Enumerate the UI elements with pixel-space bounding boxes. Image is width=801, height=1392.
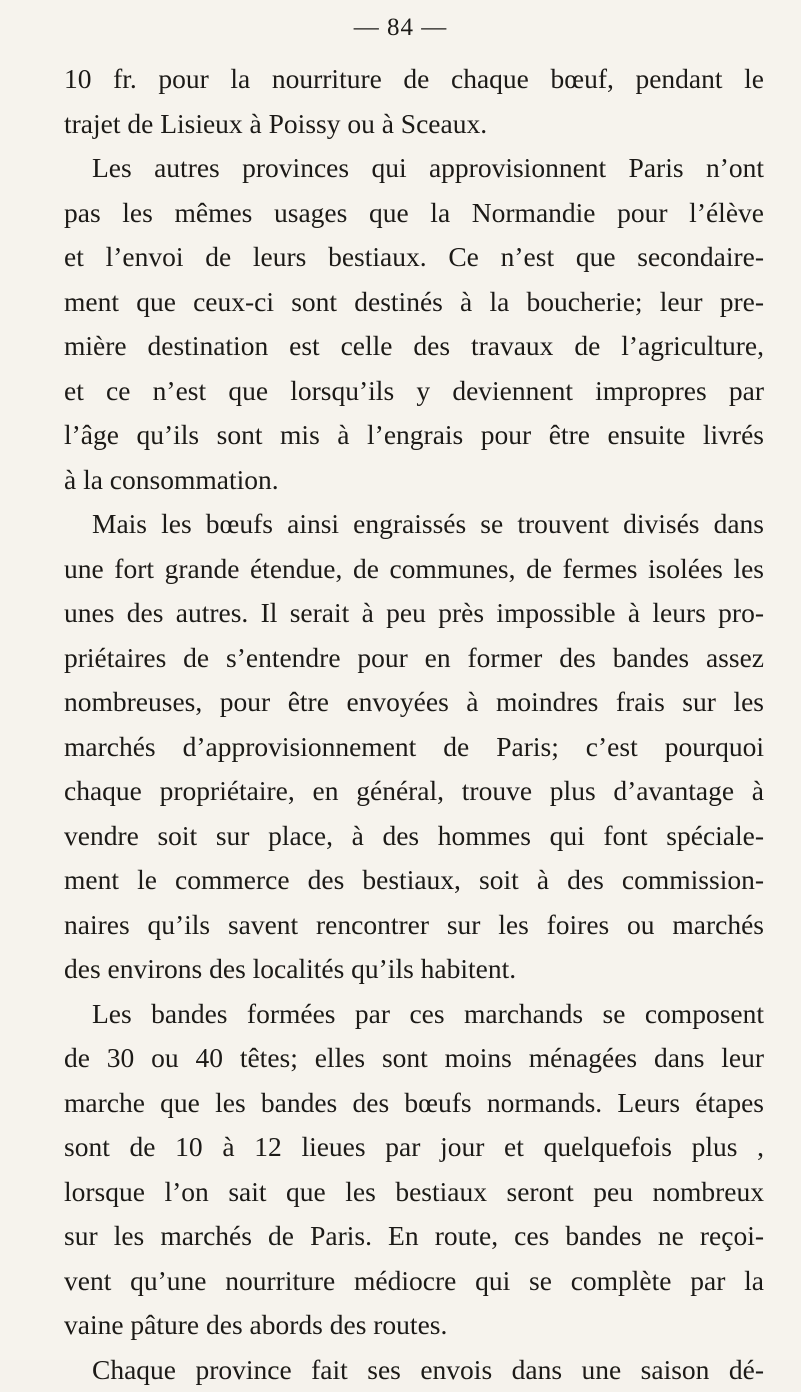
text-line: Les autres provinces qui approvisionnent Paris n’ont: [64, 146, 764, 191]
text-line: vent qu’une nourriture médiocre qui se complète par la: [64, 1259, 764, 1304]
text-line: sont de 10 à 12 lieues par jour et quelquefois plus ,: [64, 1125, 764, 1170]
text-line: de 30 ou 40 têtes; elles sont moins ménagées dans leur: [64, 1036, 764, 1081]
text-line: lorsque l’on sait que les bestiaux seront peu nombreux: [64, 1170, 764, 1215]
text-line: des environs des localités qu’ils habitent.: [64, 947, 764, 992]
text-line: à la consommation.: [64, 458, 764, 503]
text-line: et l’envoi de leurs bestiaux. Ce n’est que secondaire-: [64, 235, 764, 280]
text-line: l’âge qu’ils sont mis à l’engrais pour être ensuite livrés: [64, 413, 764, 458]
text-line: nombreuses, pour être envoyées à moindres frais sur les: [64, 680, 764, 725]
page-number-header: — 84 —: [0, 14, 801, 42]
text-line: Chaque province fait ses envois dans une saison dé-: [64, 1348, 764, 1392]
text-line: vaine pâture des abords des routes.: [64, 1303, 764, 1348]
text-line: et ce n’est que lorsqu’ils y deviennent impropres par: [64, 369, 764, 414]
text-line: marchés d’approvisionnement de Paris; c’est pourquoi: [64, 725, 764, 770]
text-line: sur les marchés de Paris. En route, ces bandes ne reçoi-: [64, 1214, 764, 1259]
text-line: naires qu’ils savent rencontrer sur les foires ou marchés: [64, 903, 764, 948]
body-text: [64, 57, 764, 1392]
text-line: priétaires de s’entendre pour en former des bandes assez: [64, 636, 764, 681]
text-line: Mais les bœufs ainsi engraissés se trouvent divisés dans: [64, 502, 764, 547]
text-line: ment que ceux-ci sont destinés à la boucherie; leur pre-: [64, 280, 764, 325]
text-line: chaque propriétaire, en général, trouve plus d’avantage à: [64, 769, 764, 814]
text-line: unes des autres. Il serait à peu près impossible à leurs pro-: [64, 591, 764, 636]
text-line: pas les mêmes usages que la Normandie pour l’élève: [64, 191, 764, 236]
text-line: trajet de Lisieux à Poissy ou à Sceaux.: [64, 102, 764, 147]
text-line: 10 fr. pour la nourriture de chaque bœuf, pendant le: [64, 57, 764, 102]
text-line: Les bandes formées par ces marchands se composent: [64, 992, 764, 1037]
text-line: une fort grande étendue, de communes, de fermes isolées les: [64, 547, 764, 592]
text-line: marche que les bandes des bœufs normands. Leurs étapes: [64, 1081, 764, 1126]
text-line: ment le commerce des bestiaux, soit à des commission-: [64, 858, 764, 903]
text-line: vendre soit sur place, à des hommes qui font spéciale-: [64, 814, 764, 859]
text-line: mière destination est celle des travaux de l’agriculture,: [64, 324, 764, 369]
